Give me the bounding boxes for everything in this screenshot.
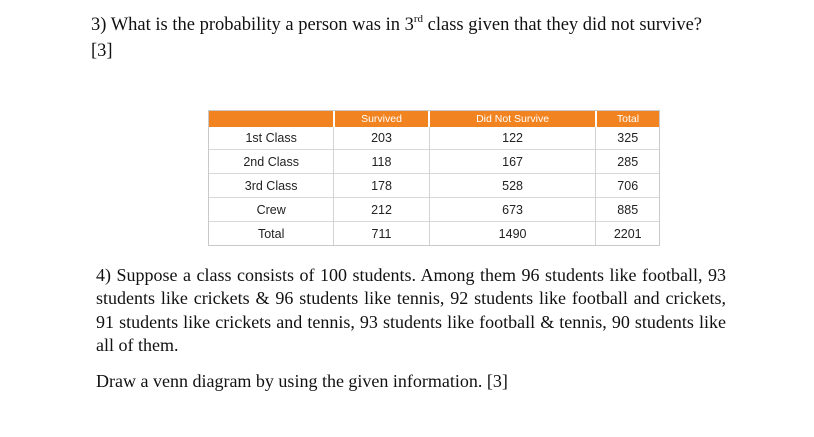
cell-did-not-survive: 122 bbox=[429, 127, 596, 150]
cell-did-not-survive: 528 bbox=[429, 174, 596, 198]
table-header-corner bbox=[209, 111, 334, 127]
table-header-did-not-survive: Did Not Survive bbox=[429, 111, 596, 127]
row-label: 2nd Class bbox=[209, 150, 334, 174]
table-row bbox=[209, 174, 659, 198]
cell-survived: 203 bbox=[334, 127, 429, 150]
cell-did-not-survive: 167 bbox=[429, 150, 596, 174]
cell-did-not-survive: 1490 bbox=[429, 222, 596, 245]
cell-total: 285 bbox=[596, 150, 659, 174]
question-4-text: 4) Suppose a class consists of 100 students. Among them 96 students like football, 93 students like crickets & 96 students like tennis, 92 students like football and crickets, 91 students like crickets and tennis, 93 students like football & tennis, 90 students like all of them. bbox=[96, 265, 726, 356]
table-row bbox=[209, 198, 659, 222]
cell-total: 885 bbox=[596, 198, 659, 222]
cell-total: 706 bbox=[596, 174, 659, 198]
question-3-suffix: class given that they did not survive? bbox=[423, 15, 702, 35]
row-label: 3rd Class bbox=[209, 174, 334, 198]
table-row bbox=[209, 222, 659, 245]
question-3-text bbox=[91, 12, 791, 38]
question-4-instruction: Draw a venn diagram by using the given information. [3] bbox=[96, 371, 508, 391]
row-label: Crew bbox=[209, 198, 334, 222]
table-row bbox=[209, 150, 659, 174]
cell-survived: 212 bbox=[334, 198, 429, 222]
cell-survived: 178 bbox=[334, 174, 429, 198]
cell-survived: 118 bbox=[334, 150, 429, 174]
row-label: 1st Class bbox=[245, 131, 297, 145]
titanic-table bbox=[208, 110, 660, 246]
table-header-row bbox=[209, 111, 659, 127]
question-3-prefix: 3) What is the probability a person was in 3 bbox=[91, 15, 414, 35]
row-label: Total bbox=[209, 222, 334, 245]
cell-survived: 711 bbox=[334, 222, 429, 245]
table-row bbox=[209, 127, 659, 150]
cell-total: 325 bbox=[596, 127, 659, 150]
table-header-survived: Survived bbox=[334, 111, 429, 127]
question-3-superscript: rd bbox=[413, 12, 424, 25]
cell-did-not-survive: 673 bbox=[429, 198, 596, 222]
question-3 bbox=[91, 12, 791, 64]
question-3-marks: [3] bbox=[91, 41, 113, 61]
table-header-total: Total bbox=[596, 111, 659, 127]
cell-total: 2201 bbox=[596, 222, 659, 245]
data-table bbox=[209, 111, 659, 245]
